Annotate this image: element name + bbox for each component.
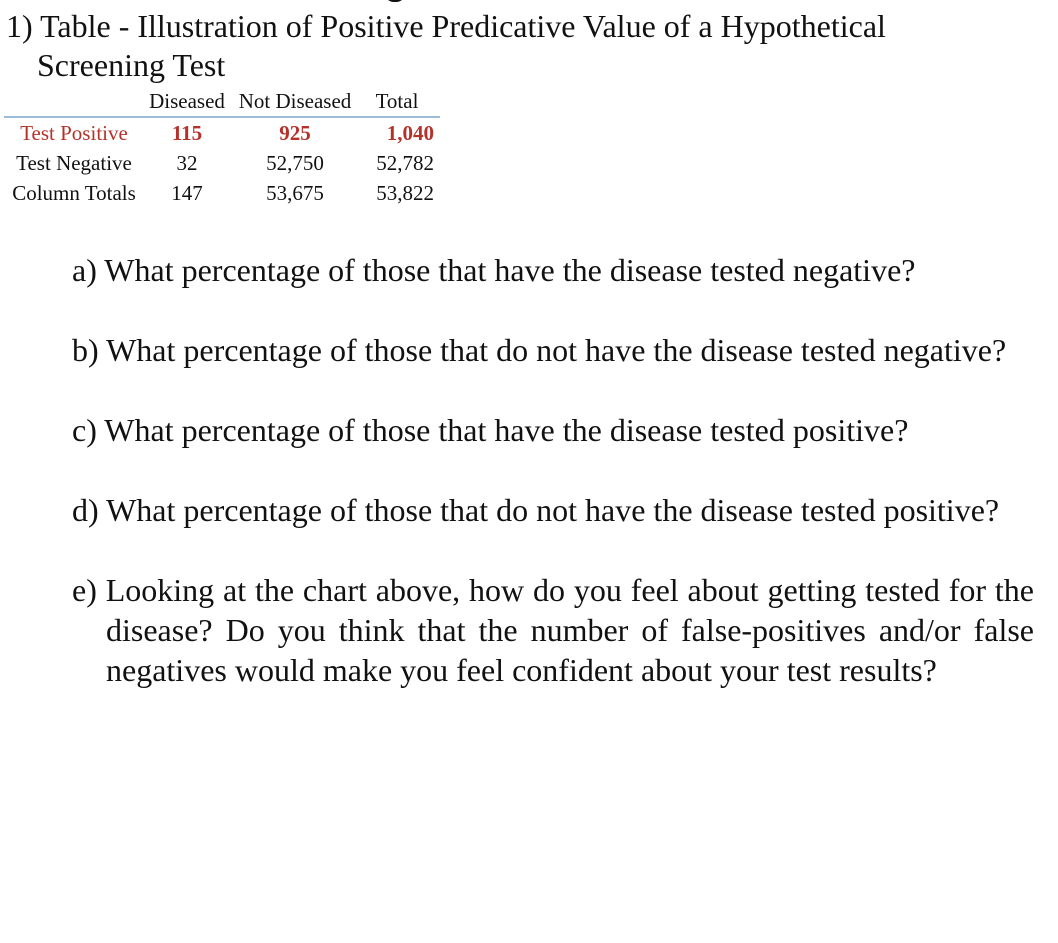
row-label: Column Totals [12,180,136,205]
ppv-table [4,88,440,208]
cell-total: 52,782 [376,150,434,175]
header-not-diseased: Not Diseased [230,88,360,117]
cell-not-diseased: 53,675 [266,180,324,205]
question-d: d) What percentage of those that do not have the disease tested positive? [72,492,1000,528]
cell-total: 53,822 [376,180,434,205]
row-label: Test Negative [16,150,132,175]
header-total: Total [360,88,440,117]
question-e: e) Looking at the chart above, how do you feel about getting tested for the disease? Do you think that the number of false-positives and/or false negatives would make you feel confident about your test results? [72,572,1034,688]
cell-diseased: 115 [171,120,203,145]
title-line-1: 1) Table - Illustration of Positive Predicative Value of a Hypothetical [6,8,886,44]
question-c: c) What percentage of those that have the disease tested positive? [72,412,909,448]
cell-not-diseased: 52,750 [266,150,324,175]
header-blank [4,88,144,117]
header-diseased: Diseased [144,88,230,117]
cell-not-diseased: 925 [279,120,311,145]
table-row-column-totals [4,178,440,208]
table-row-test-negative [4,148,440,178]
cell-total: 1,040 [386,120,434,145]
row-label: Test Positive [20,120,128,145]
title-line-2: Screening Test [37,47,226,83]
question-list [72,250,1034,730]
cell-diseased: 147 [171,180,203,205]
table-header-row [4,88,440,117]
cell-diseased: 32 [176,150,198,175]
question-a: a) What percentage of those that have the disease tested negative? [72,252,916,288]
cut-off-heading-fragment [384,0,408,4]
table-row-test-positive [4,117,440,148]
question-b: b) What percentage of those that do not have the disease tested negative? [72,332,1007,368]
page-title [6,7,986,85]
